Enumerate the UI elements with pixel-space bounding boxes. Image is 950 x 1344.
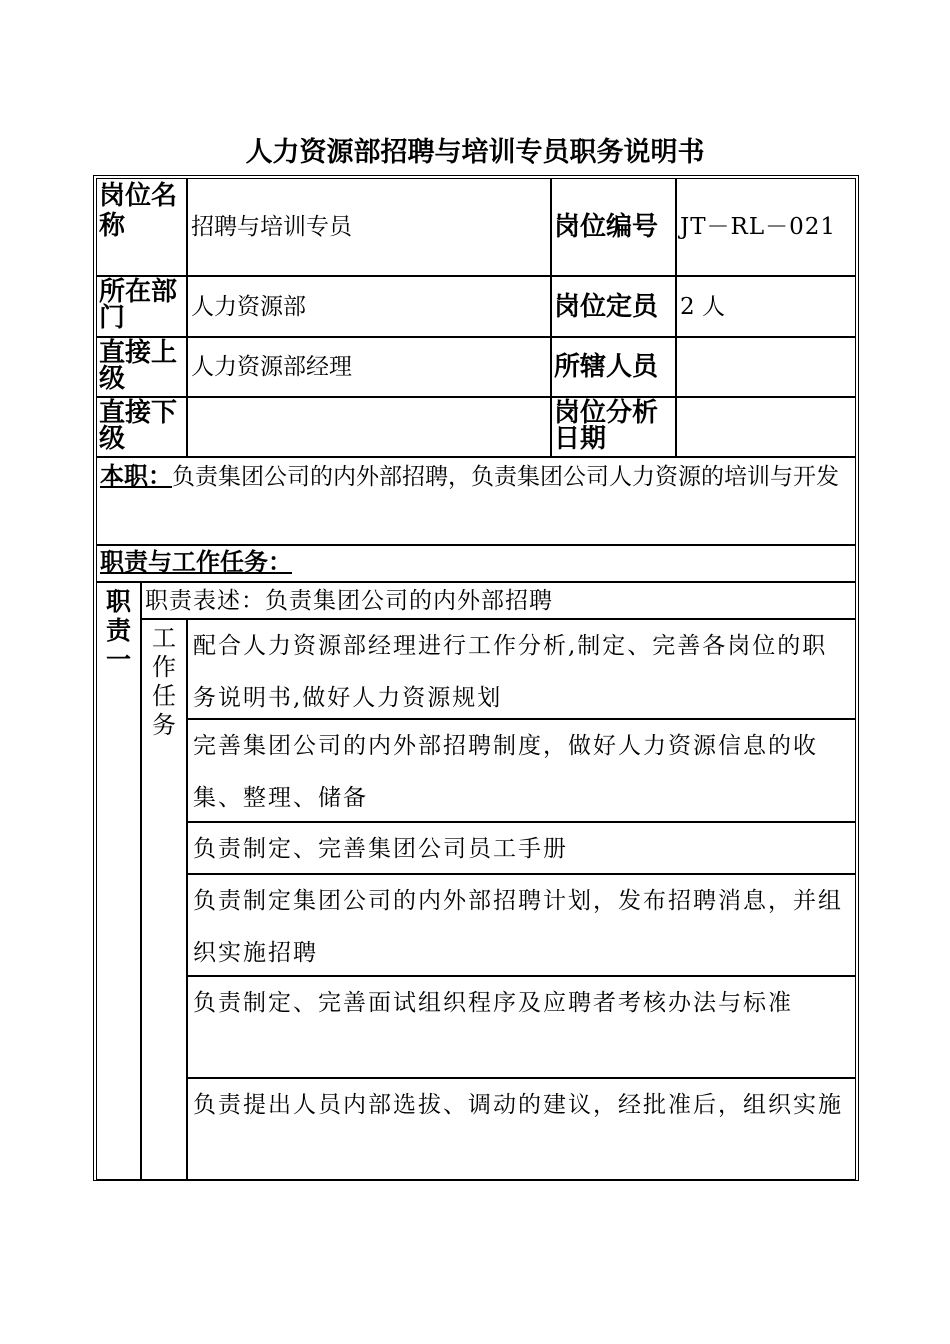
duty-summary — [96, 457, 856, 545]
duty-one-label — [96, 582, 141, 1180]
subordinates-value — [676, 337, 856, 397]
subordinate-value — [187, 397, 551, 457]
superior-label: 直接上级 — [96, 337, 187, 397]
document-title: 人力资源部招聘与培训专员职务说明书 — [245, 137, 705, 168]
post-code-label: 岗位编号 — [551, 178, 676, 276]
task-item: 负责制定、完善面试组织程序及应聘者考核办法与标准 — [187, 976, 856, 1078]
analysis-date-value — [676, 397, 856, 457]
tasks-label — [141, 619, 187, 1180]
superior-value: 人力资源部经理 — [187, 337, 551, 397]
task-item: 配合人力资源部经理进行工作分析,制定、完善各岗位的职务说明书,做好人力资源规划 — [187, 619, 856, 719]
task-item: 负责制定集团公司的内外部招聘计划，发布招聘消息，并组织实施招聘 — [187, 874, 856, 976]
task-item: 负责制定、完善集团公司员工手册 — [187, 822, 856, 874]
department-value: 人力资源部 — [187, 276, 551, 337]
tasks-label-text: 工作任务 — [152, 624, 176, 739]
subordinates-label: 所辖人员 — [551, 337, 676, 397]
post-name-label: 岗位名称 — [96, 178, 187, 276]
duty-one-label-text: 职责一 — [105, 587, 131, 674]
task-item: 完善集团公司的内外部招聘制度，做好人力资源信息的收集、整理、储备 — [187, 719, 856, 822]
post-name-value: 招聘与培训专员 — [187, 178, 551, 276]
subordinate-label: 直接下级 — [96, 397, 187, 457]
post-code-value: JT－RL－021 — [676, 178, 856, 276]
headcount-value: 2 人 — [676, 276, 856, 337]
analysis-date-label: 岗位分析日期 — [551, 397, 676, 457]
task-item: 负责提出人员内部选拔、调动的建议，经批准后，组织实施 — [187, 1078, 856, 1180]
duty-one-description: 职责表述：负责集团公司的内外部招聘 — [141, 582, 856, 619]
duty-label: 本职： — [100, 462, 172, 490]
responsibilities-heading: 职责与工作任务： — [100, 548, 292, 576]
duty-text: 负责集团公司的内外部招聘，负责集团公司人力资源的培训与开发 — [172, 464, 839, 490]
responsibilities-heading-cell — [96, 545, 856, 582]
headcount-label: 岗位定员 — [551, 276, 676, 337]
department-label: 所在部门 — [96, 276, 187, 337]
